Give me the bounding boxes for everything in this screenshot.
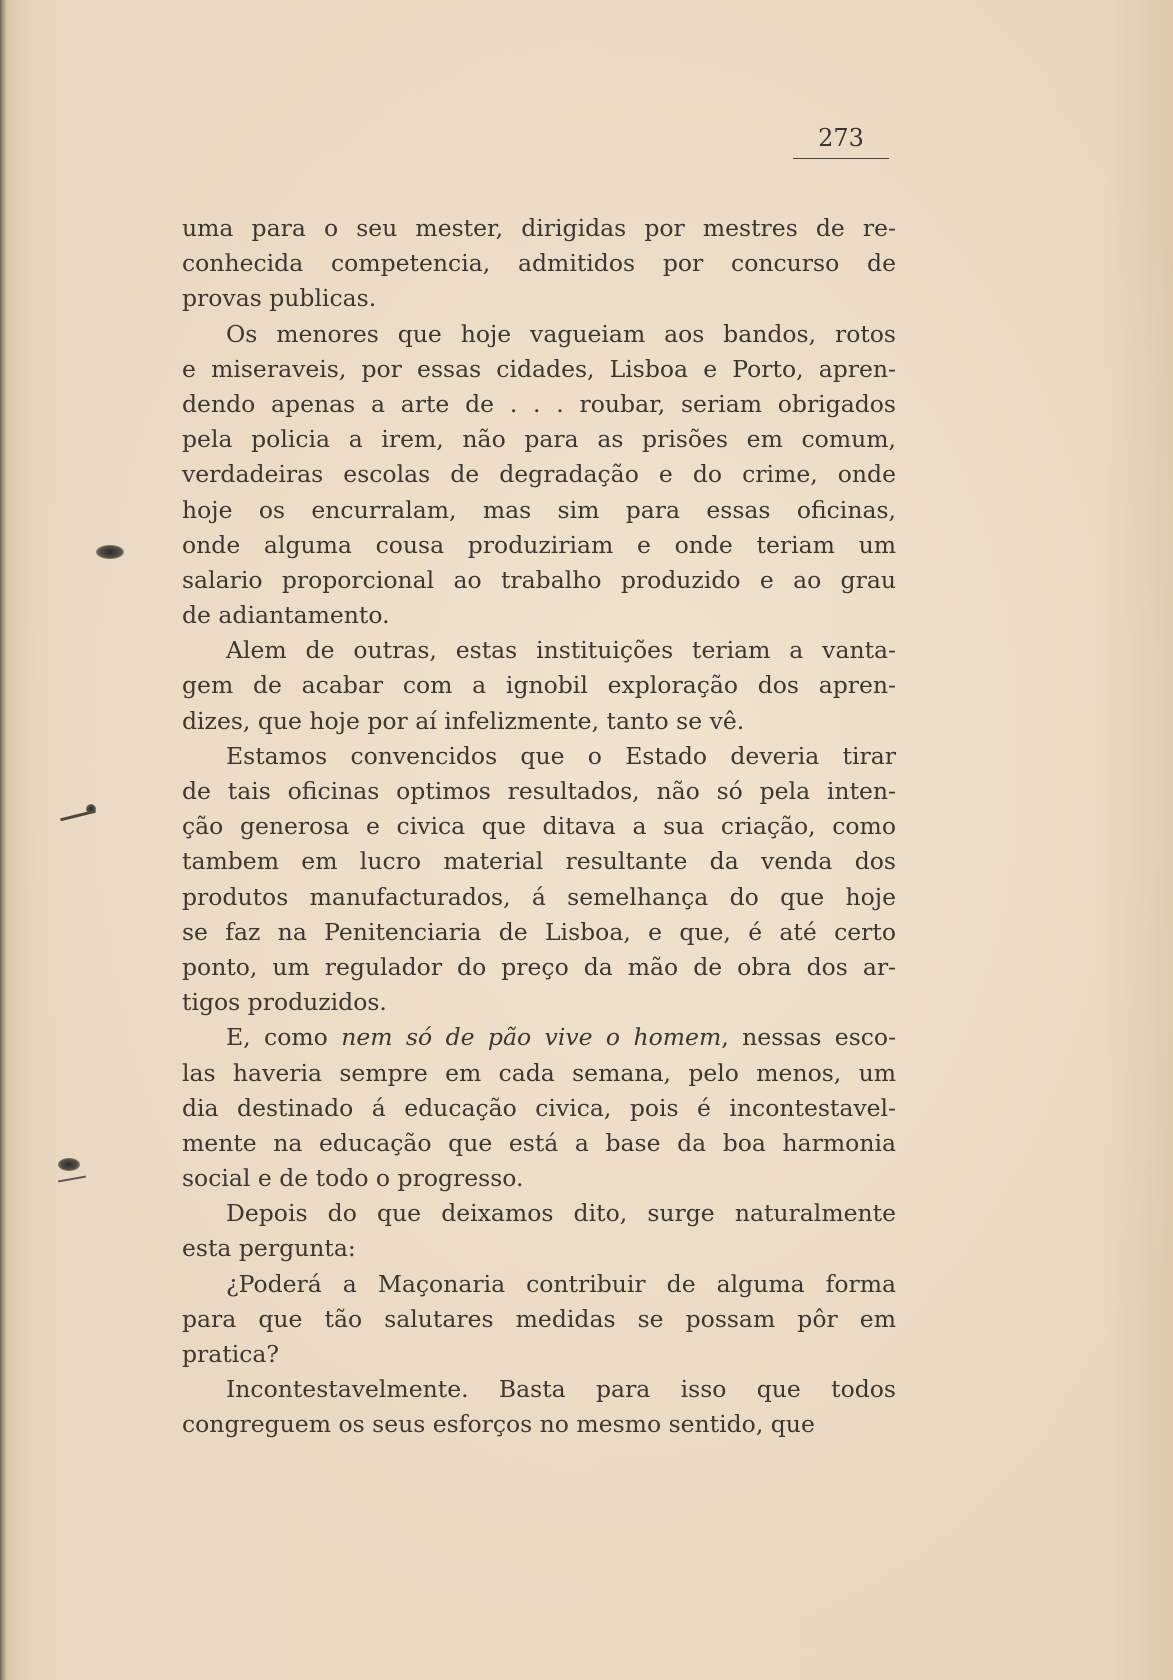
text-line: hoje os encurralam, mas sim para essas oficinas,	[182, 495, 896, 524]
paragraph	[182, 211, 896, 317]
text-line: esta pergunta:	[182, 1234, 356, 1263]
text-line: Alem de outras, estas instituições teriam a vanta-	[226, 636, 896, 665]
text-line: dia destinado á educação civica, pois é incontestavel-	[182, 1093, 896, 1122]
text-line: produtos manufacturados, á semelhança do que hoje	[182, 882, 896, 911]
text-line: mente na educação que está a base da boa harmonia	[182, 1128, 896, 1157]
text-line: pratica?	[182, 1340, 280, 1368]
text-line: Os menores que hoje vagueiam aos bandos, rotos	[226, 319, 896, 348]
binding-hole-mark	[96, 545, 124, 559]
paragraph	[182, 633, 896, 739]
text-line: salario proporcional ao trabalho produzido e ao grau	[182, 565, 896, 594]
page-left-edge	[0, 0, 7, 1680]
text-line: dizes, que hoje por aí infelizmente, tanto se vê.	[182, 706, 745, 735]
paragraph	[182, 1020, 896, 1196]
page-number: 273	[793, 124, 889, 159]
paragraph	[182, 1196, 896, 1266]
binding-hole-mark	[58, 1158, 80, 1171]
text-line: tambem em lucro material resultante da venda dos	[182, 847, 896, 876]
text-line: Depois do que deixamos dito, surge naturalmente	[226, 1199, 896, 1228]
text-line: Incontestavelmente. Basta para isso que todos	[226, 1375, 896, 1404]
text-line: social e de todo o progresso.	[182, 1164, 524, 1193]
text-line: de tais oficinas optimos resultados, não só pela inten-	[182, 777, 896, 805]
paragraph	[182, 739, 896, 1021]
text-line: conhecida competencia, admitidos por concurso de	[182, 249, 896, 278]
binding-thread-mark	[60, 810, 96, 822]
text-line: congreguem os seus esforços no mesmo sentido, que	[182, 1410, 815, 1439]
text-line: dendo apenas a arte de . . . roubar, seriam obrigados	[182, 389, 896, 418]
text-line: e miseraveis, por essas cidades, Lisboa e Porto, apren-	[182, 354, 896, 383]
binding-hole-mark	[86, 804, 96, 814]
paragraph	[182, 317, 896, 634]
paragraph	[182, 1372, 896, 1442]
text-line: pela policia a irem, não para as prisões em comum,	[182, 425, 896, 454]
text-run: E, como	[226, 1023, 342, 1052]
text-line: de adiantamento.	[182, 601, 390, 630]
text-line: ponto, um regulador do preço da mão de obra dos ar-	[182, 952, 896, 981]
text-line: ção generosa e civica que ditava a sua criação, como	[182, 812, 896, 841]
text-line: provas publicas.	[182, 284, 377, 313]
paragraph	[182, 1267, 896, 1373]
text-line: Estamos convencidos que o Estado deveria tirar	[226, 741, 896, 770]
binding-thread-mark	[58, 1176, 86, 1183]
text-line: uma para o seu mester, dirigidas por mestres de re-	[182, 214, 896, 242]
text-line: las haveria sempre em cada semana, pelo menos, um	[182, 1058, 896, 1087]
text-line	[182, 1020, 896, 1055]
text-line: ¿Poderá a Maçonaria contribuir de alguma forma	[226, 1269, 896, 1298]
text-line: onde alguma cousa produziriam e onde teriam um	[182, 530, 896, 559]
text-line: para que tão salutares medidas se possam pôr em	[182, 1304, 896, 1333]
text-run: , nessas esco-	[721, 1023, 897, 1052]
text-line: tigos produzidos.	[182, 988, 387, 1017]
italic-phrase: nem só de pão vive o homem	[341, 1023, 722, 1052]
text-line: se faz na Penitenciaria de Lisboa, e que, é até certo	[182, 917, 896, 946]
text-line: verdadeiras escolas de degradação e do crime, onde	[182, 460, 896, 489]
text-line: gem de acabar com a ignobil exploração dos apren-	[182, 671, 896, 700]
body-text	[182, 211, 896, 1443]
